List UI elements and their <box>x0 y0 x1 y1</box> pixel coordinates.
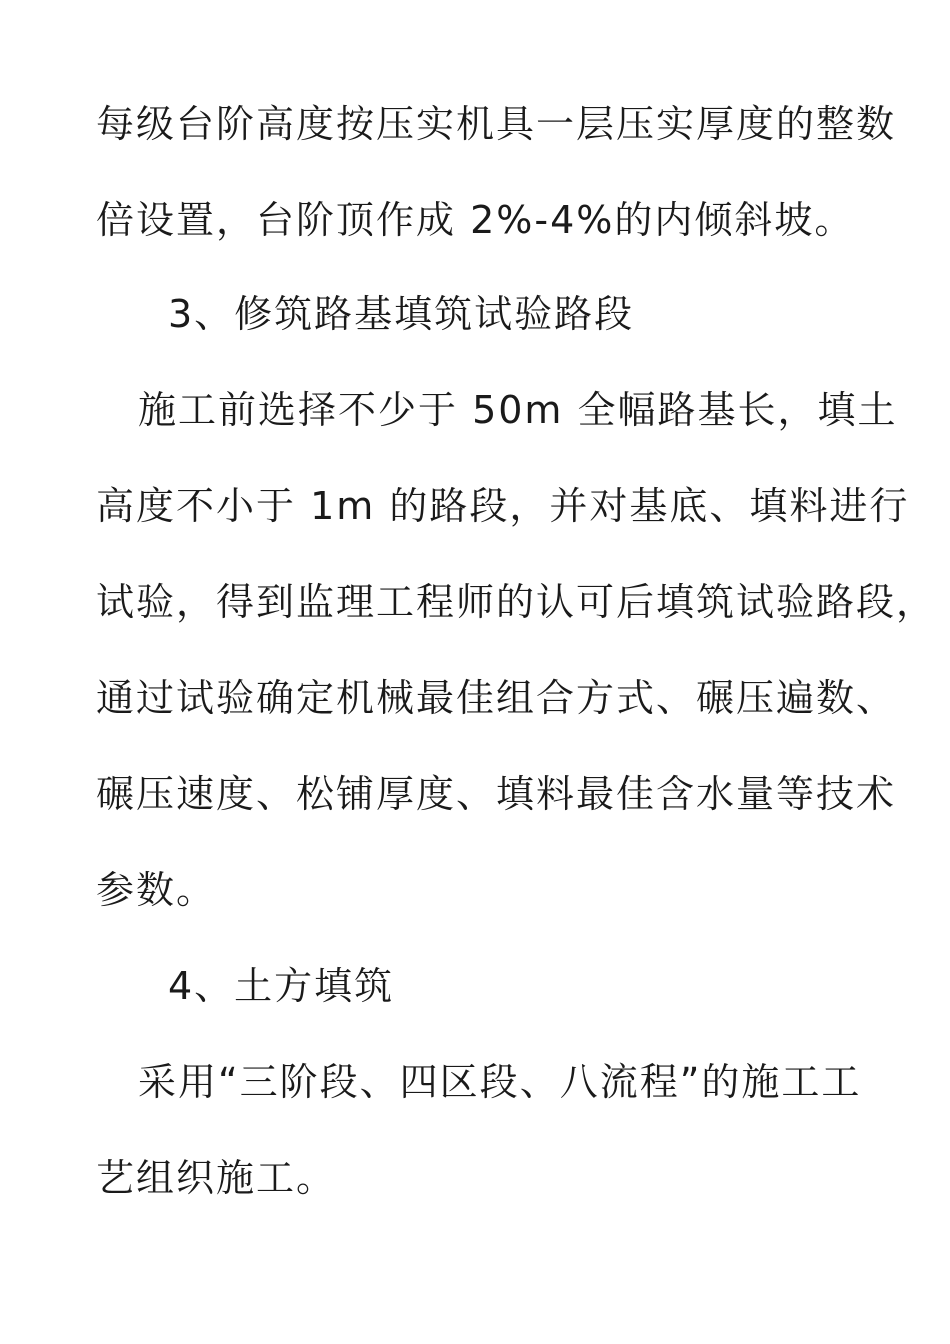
section-heading: 4、土方填筑 <box>168 964 395 1008</box>
paragraph-line: 采用“三阶段、四区段、八流程”的施工工 <box>138 1060 862 1104</box>
paragraph-line: 高度不小于 1m 的路段，并对基底、填料进行 <box>96 484 910 528</box>
paragraph-line: 通过试验确定机械最佳组合方式、碾压遍数、 <box>96 676 897 720</box>
paragraph-line: 施工前选择不少于 50m 全幅路基长，填土 <box>138 388 898 432</box>
paragraph-line: 试验，得到监理工程师的认可后填筑试验路段， <box>96 580 937 624</box>
paragraph-line: 每级台阶高度按压实机具一层压实厚度的整数 <box>96 102 897 146</box>
section-heading: 3、修筑路基填筑试验路段 <box>168 292 635 336</box>
paragraph-line: 倍设置，台阶顶作成 2%-4%的内倾斜坡。 <box>96 198 855 242</box>
paragraph-line: 碾压速度、松铺厚度、填料最佳含水量等技术 <box>96 772 897 816</box>
paragraph-line: 艺组织施工。 <box>96 1156 337 1200</box>
paragraph-line: 参数。 <box>96 868 217 912</box>
